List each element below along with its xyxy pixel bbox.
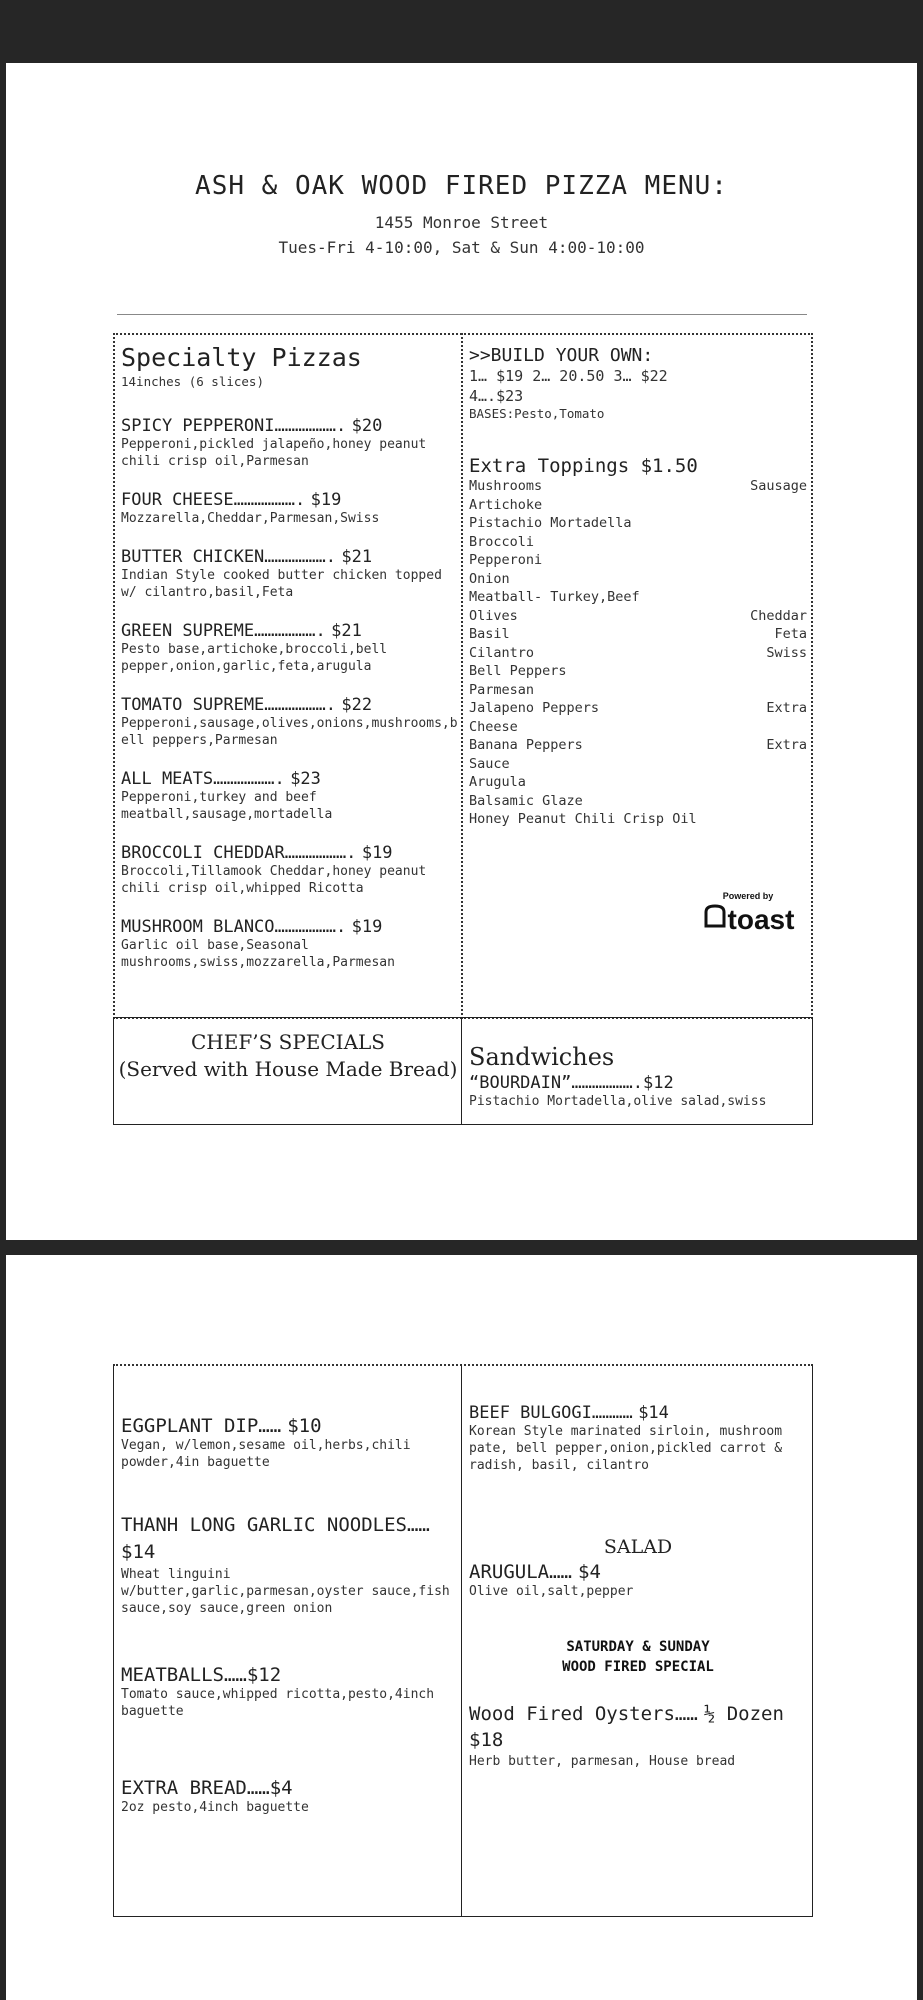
topping-name: Sauce xyxy=(469,755,510,772)
pizza-item: BROCCOLI CHEDDAR………………. $19 Broccoli,Tillamook Cheddar,honey peanut chili crisp oil,whipped Ricotta xyxy=(121,843,461,897)
topping-name: Banana Peppers xyxy=(469,737,583,753)
menu-title: ASH & OAK WOOD FIRED PIZZA MENU: xyxy=(195,171,728,201)
topping-row xyxy=(469,736,807,755)
pizza-item: MUSHROOM BLANCO………………. $19 Garlic oil base,Seasonal mushrooms,swiss,mozzarella,Parmesan xyxy=(121,917,461,971)
topping-name: Arugula xyxy=(469,774,526,790)
powered-by-label: Powered by xyxy=(722,891,774,901)
topping-extra: Extra xyxy=(766,737,807,753)
chefs-specials-subtitle: (Served with House Made Bread) xyxy=(118,1057,458,1081)
topping-extra: Extra xyxy=(766,700,807,716)
topping-row xyxy=(469,773,807,792)
specialty-subheading: 14inches (6 slices) xyxy=(121,374,264,389)
topping-row xyxy=(469,810,807,829)
topping-name: Cilantro xyxy=(469,644,535,661)
toppings-heading: Extra Toppings $1.50 xyxy=(469,455,698,477)
build-heading: >>BUILD YOUR OWN: xyxy=(469,345,654,366)
pizza-item: ALL MEATS………………. $23 Pepperoni,turkey and beef meatball,sausage,mortadella xyxy=(121,769,461,823)
special-item: THANH LONG GARLIC NOODLES…… $14 Wheat linguini w/butter,garlic,parmesan,oyster sauce,fish sauce,soy sauce,green onion xyxy=(121,1512,461,1617)
pizza-desc: Indian Style cooked butter chicken topped w/ cilantro,basil,Feta xyxy=(121,568,442,600)
arugula-item: ARUGULA…… $4 Olive oil,salt,pepper xyxy=(469,1561,807,1600)
special-desc: Wheat linguini w/butter,garlic,parmesan,oyster sauce,fish sauce,soy sauce,green onion xyxy=(121,1567,450,1616)
topping-row xyxy=(469,514,807,533)
toppings-list xyxy=(469,477,807,829)
build-prices-2: 4….$23 xyxy=(469,387,524,405)
hours: Tues-Fri 4-10:00, Sat & Sun 4:00-10:00 xyxy=(278,238,645,257)
pizza-desc: Pepperoni,turkey and beef meatball,sausage,mortadella xyxy=(121,790,333,822)
topping-row xyxy=(469,644,807,663)
topping-name: Mushrooms xyxy=(469,478,543,494)
pizza-item: FOUR CHEESE………………. $19 Mozzarella,Cheddar,Parmesan,Swiss xyxy=(121,490,380,526)
topping-name: Artichoke xyxy=(469,496,543,513)
toast-brand: toast xyxy=(727,903,795,935)
pizza-desc: Broccoli,Tillamook Cheddar,honey peanut chili crisp oil,whipped Ricotta xyxy=(121,864,427,896)
specialty-pizzas-section xyxy=(121,343,461,389)
pizza-desc: Pepperoni,sausage,olives,onions,mushrooms,bell peppers,Parmesan xyxy=(121,716,458,748)
topping-extra: Swiss xyxy=(766,644,807,661)
special-item: EXTRA BREAD……$4 2oz pesto,4inch baguette xyxy=(121,1777,461,1816)
topping-name: Olives xyxy=(469,607,518,624)
bottom-row-divider xyxy=(461,1017,462,1125)
extra-toppings-section xyxy=(469,455,807,829)
toast-logo xyxy=(692,891,804,936)
pizza-desc: Pesto base,artichoke,broccoli,bell pepper,onion,garlic,feta,arugula xyxy=(121,642,388,674)
topping-row xyxy=(469,570,807,589)
divider xyxy=(117,314,807,315)
topping-name: Jalapeno Peppers xyxy=(469,700,600,716)
build-your-own-section xyxy=(469,345,809,421)
pizza-desc: Garlic oil base,Seasonal mushrooms,swiss,mozzarella,Parmesan xyxy=(121,938,395,970)
weekend-special-heading: SATURDAY & SUNDAY WOOD FIRED SPECIAL xyxy=(562,1639,714,1675)
pizza-desc: Pepperoni,pickled jalapeño,honey peanut chili crisp oil,Parmesan xyxy=(121,437,427,469)
topping-name: Pistachio Mortadella xyxy=(469,515,632,531)
topping-row xyxy=(469,662,807,681)
topping-name: Balsamic Glaze xyxy=(469,792,583,809)
topping-extra: Sausage xyxy=(750,478,807,494)
pizza-item: BUTTER CHICKEN………………. $21 Indian Style cooked butter chicken topped w/ cilantro,basil,Feta xyxy=(121,547,461,601)
chefs-specials-section xyxy=(116,1029,460,1083)
pizza-item: SPICY PEPPERONI………………. $20 Pepperoni,pickled jalapeño,honey peanut chili crisp oil,Parmesan xyxy=(121,416,461,470)
special-desc: 2oz pesto,4inch baguette xyxy=(121,1800,309,1815)
topping-row xyxy=(469,551,807,570)
oysters-item: Wood Fired Oysters…… ½ Dozen $18 Herb butter, parmesan, House bread xyxy=(469,1701,794,1770)
arugula-desc: Olive oil,salt,pepper xyxy=(469,1584,634,1599)
menu-page-2 xyxy=(6,1255,917,2000)
build-bases: BASES:Pesto,Tomato xyxy=(469,406,605,421)
topping-row xyxy=(469,477,807,496)
sandwich-price: $12 xyxy=(643,1073,674,1093)
topping-name: Broccoli xyxy=(469,533,535,550)
topping-name: Parmesan xyxy=(469,681,535,698)
pizza-item: GREEN SUPREME………………. $21 Pesto base,artichoke,broccoli,bell pepper,onion,garlic,feta,arugula xyxy=(121,621,461,675)
special-item: MEATBALLS……$12 Tomato sauce,whipped ricotta,pesto,4inch baguette xyxy=(121,1664,461,1720)
topping-row xyxy=(469,496,807,515)
sandwich-desc: Pistachio Mortadella,olive salad,swiss xyxy=(469,1094,767,1109)
topping-name: Pepperoni xyxy=(469,552,543,568)
topping-name: Meatball- Turkey,Beef xyxy=(469,589,640,605)
sandwich-name: “BOURDAIN” xyxy=(469,1073,572,1093)
topping-row xyxy=(469,681,807,700)
oysters-desc: Herb butter, parmesan, House bread xyxy=(469,1754,736,1769)
topping-row xyxy=(469,588,807,607)
pizza-desc: Mozzarella,Cheddar,Parmesan,Swiss xyxy=(121,511,380,526)
sandwiches-heading: Sandwiches xyxy=(469,1043,615,1071)
topping-row xyxy=(469,718,807,737)
topping-extra: Feta xyxy=(774,626,807,642)
topping-name: Onion xyxy=(469,570,510,587)
chefs-specials-title: CHEF’S SPECIALS xyxy=(190,1030,386,1054)
topping-row xyxy=(469,699,807,718)
page2-column-divider xyxy=(461,1364,462,1917)
bulgogi-item: BEEF BULGOGI………… $14 Korean Style marinated sirloin, mushroom pate, bell pepper,onion,pickled carrot & radish, basil, cilantro xyxy=(469,1403,807,1474)
topping-row xyxy=(469,607,807,626)
column-divider xyxy=(461,333,463,1019)
topping-row xyxy=(469,533,807,552)
pizza-item: TOMATO SUPREME………………. $22 Pepperoni,sausage,olives,onions,mushrooms,bell peppers,Parmesan xyxy=(121,695,461,749)
special-desc: Tomato sauce,whipped ricotta,pesto,4inch baguette xyxy=(121,1687,435,1719)
toast-icon xyxy=(702,903,728,936)
special-item: EGGPLANT DIP…… $10 Vegan, w/lemon,sesame oil,herbs,chili powder,4in baguette xyxy=(121,1415,461,1471)
topping-name: Honey Peanut Chili Crisp Oil xyxy=(469,811,697,827)
topping-row xyxy=(469,755,807,774)
menu-page-1 xyxy=(6,63,917,1240)
topping-row xyxy=(469,625,807,644)
bulgogi-desc: Korean Style marinated sirloin, mushroom pate, bell pepper,onion,pickled carrot & radish, basil, cilantro xyxy=(469,1424,783,1473)
build-prices-1: 1… $19 2… 20.50 3… $22 xyxy=(469,367,668,385)
address: 1455 Monroe Street xyxy=(374,213,549,232)
topping-name: Basil xyxy=(469,626,510,642)
topping-name: Cheese xyxy=(469,718,518,735)
sandwiches-section: Sandwiches “BOURDAIN”……………….$12 Pistachio Mortadella,olive salad,swiss xyxy=(469,1043,809,1110)
topping-row xyxy=(469,792,807,811)
topping-name: Bell Peppers xyxy=(469,663,567,679)
special-desc: Vegan, w/lemon,sesame oil,herbs,chili powder,4in baguette xyxy=(121,1438,411,1470)
specialty-heading: Specialty Pizzas xyxy=(121,343,362,372)
topping-extra: Cheddar xyxy=(750,607,807,624)
salad-heading: SALAD xyxy=(603,1536,673,1558)
